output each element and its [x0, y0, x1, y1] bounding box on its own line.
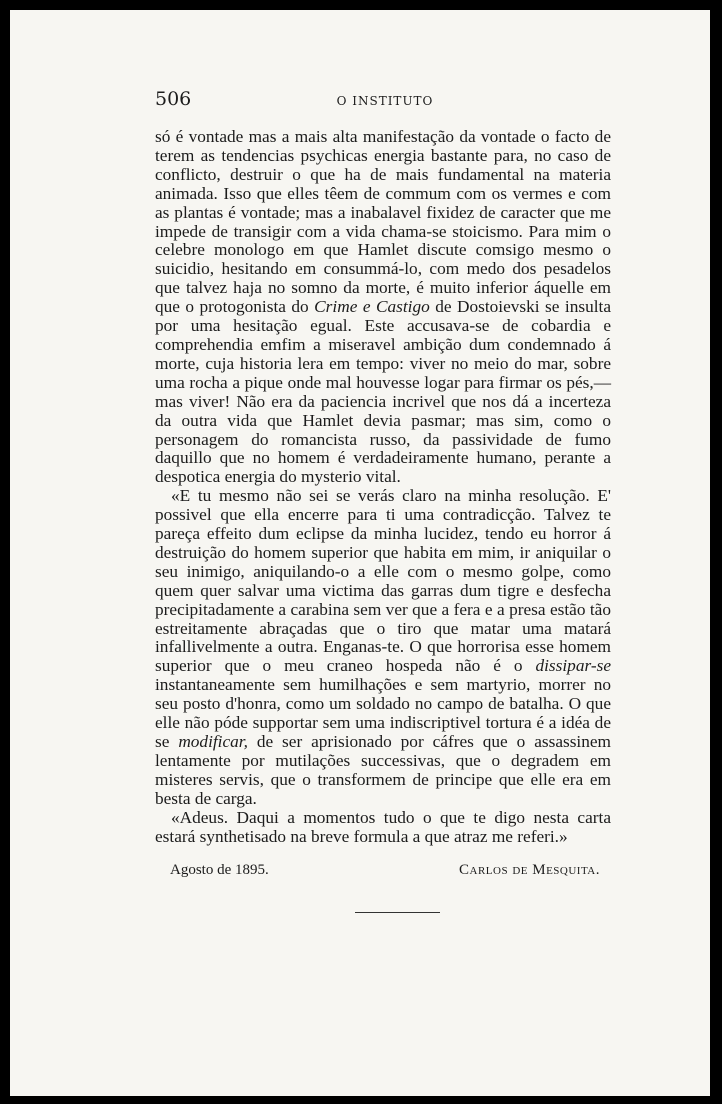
running-title: O INSTITUTO: [336, 94, 434, 108]
end-divider: [355, 912, 440, 913]
emphasis-dissipar: dissipar-se: [535, 656, 611, 676]
signature-date: Agosto de 1895.: [170, 862, 269, 878]
paragraph-1-part-a: só é vontade mas a mais alta manifestação da vontade o facto de terem as tendencias psychicas energia bastante para, no caso de conflicto, destruir o que ha de mais fundamental na materia animada. Isso que elles têem de commum com os vermes e com as plantas é vontade; mas a inabalavel fixidez de caracter que me impede de transigir com a vida chama-se stoicismo. Para mim o celebre monologo em que Hamlet discute comsigo mesmo o suicidio, hesitando em consummá-lo, com medo dos pesadelos que talvez haja no somno da morte, é muito inferior áquelle em que o protogonista do: [155, 127, 611, 317]
book-title-italic: Crime e Castigo: [314, 297, 430, 317]
page-number: 506: [155, 88, 192, 110]
paragraph-1-part-b: de Dostoievski se insulta por uma hesitação egual. Este accusava-se de cobardia e comprehendia emfim a miseravel ambição dum condemnado á morte, cuja historia lera em tempo: viver no meio do mar, sobre uma rocha a pique onde mal houvesse logar para firmar os pés,—mas viver! Não era da paciencia incrivel que nos dá a incerteza da outra vida que Hamlet devia pasmar; mas sim, como o personagem do romancista russo, da passividade de fumo daquillo que no homem é verdadeiramente humano, perante a despotica energia do mysterio vital.: [155, 297, 611, 487]
paragraph-2-part-b: instantaneamente sem humilhações e sem martyrio, morrer no seu posto d'honra, como um soldado no campo de batalha. O que elle não póde supportar sem uma indiscriptivel tortura é a idéa de se: [155, 675, 611, 751]
paragraph-1: [155, 128, 611, 487]
page: [10, 10, 710, 1096]
paragraph-2: [155, 487, 611, 808]
paragraph-2-part-c: de ser aprisionado por cáfres que o assassinem lentamente por mutilações successivas, que o degradem em misteres servis, que o transformem de principe que elle era em besta de carga.: [155, 732, 611, 808]
emphasis-modificar: modificar,: [178, 732, 248, 751]
signature-author: Carlos de Mesquita.: [459, 862, 600, 878]
paragraph-3: «Adeus. Daqui a momentos tudo o que te digo nesta carta estará synthetisado na breve formula a que atraz me referi.»: [155, 807, 611, 846]
page-header: [155, 88, 615, 118]
body-text: [155, 128, 611, 846]
paragraph-2-part-a: «E tu mesmo não sei se verás claro na minha resolução. E' possivel que ella encerre para ti uma contradicção. Talvez te pareça effeito dum eclipse da minha lucidez, tendo eu horror á destruição do homem superior que habita em mim, ir aniquilar o seu inimigo, aniquilando-o a elle com o mesmo golpe, como quem quer salvar uma victima das garras dum tigre e desfecha precipitadamente a carabina sem ver que a fera e a presa estão tão estreitamente abraçadas que o tiro que matar uma matará infallivelmente a outra. Enganas-te. O que horrorisa esse homem superior que o meu craneo hospeda não é o: [155, 486, 611, 676]
